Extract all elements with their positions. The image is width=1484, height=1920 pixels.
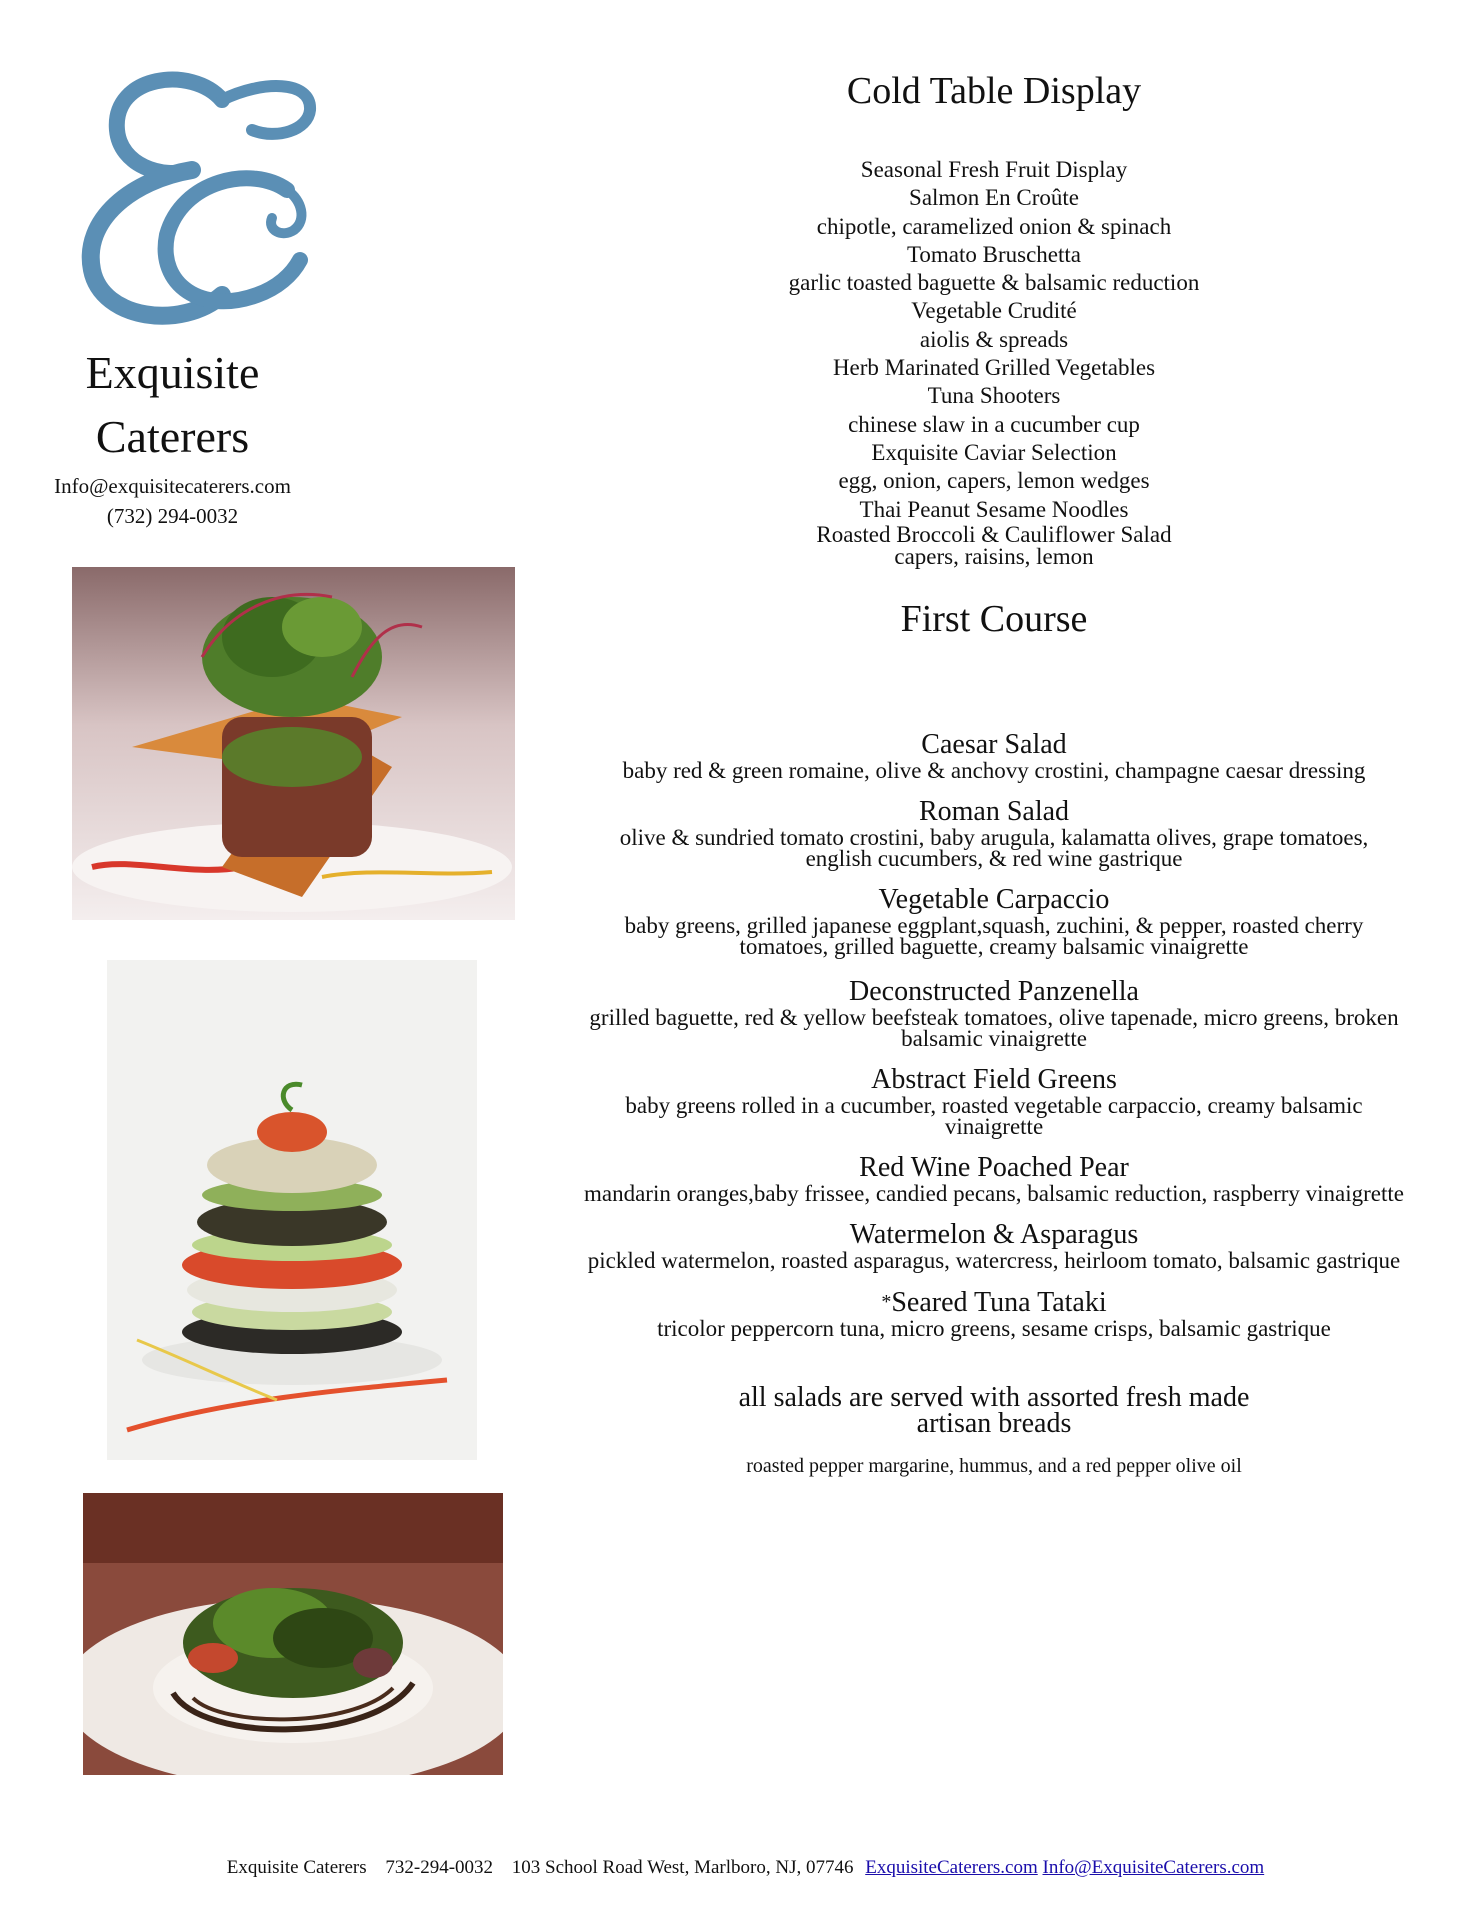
asterisk-mark: *	[881, 1291, 892, 1313]
list-item: aiolis & spreads	[919, 326, 1069, 352]
page-footer	[0, 1858, 1484, 1877]
list-item: Tuna Shooters	[927, 383, 1061, 409]
bread-note-line2: artisan breads	[916, 1408, 1072, 1439]
course-description: baby greens rolled in a cucumber, roasted vegetable carpaccio, creamy balsamic vinaigrette	[625, 1093, 1363, 1139]
course-name: Vegetable Carpaccio	[878, 884, 1110, 915]
list-item: egg, onion, capers, lemon wedges	[838, 468, 1150, 494]
course-item	[552, 1153, 1436, 1204]
list-item: capers, raisins, lemon	[894, 543, 1094, 569]
list-item: Roasted Broccoli & Cauliflower Salad	[816, 521, 1172, 547]
course-item	[552, 1065, 1436, 1137]
first-course-title: First Course	[900, 598, 1088, 640]
footer-phone: 732-294-0032	[385, 1857, 494, 1878]
list-item: Exquisite Caviar Selection	[871, 439, 1117, 465]
course-name: Roman Salad	[918, 796, 1070, 827]
course-description: baby red & green romaine, olive & anchovy crostini, champagne caesar dressing	[622, 758, 1366, 783]
cold-table-title: Cold Table Display	[846, 70, 1142, 112]
footer-address: 103 School Road West, Marlboro, NJ, 07746	[511, 1857, 854, 1878]
course-item	[552, 1287, 1436, 1339]
company-name-line1: Exquisite	[85, 347, 260, 398]
course-name: Abstract Field Greens	[871, 1064, 1117, 1095]
footer-company: Exquisite Caterers	[226, 1857, 367, 1878]
course-description: pickled watermelon, roasted asparagus, watercress, heirloom tomato, balsamic gastrique	[587, 1248, 1401, 1273]
contact-phone: (732) 294-0032	[106, 504, 239, 528]
course-item	[552, 885, 1436, 957]
course-name: Deconstructed Panzenella	[849, 976, 1139, 1007]
course-name	[552, 1287, 1436, 1318]
stacked-vegetable-tower-photo	[107, 960, 477, 1460]
course-item	[552, 797, 1436, 869]
ec-monogram-logo	[72, 70, 317, 335]
footer-email-link[interactable]: Info@ExquisiteCaterers.com	[1042, 1857, 1265, 1878]
bread-note-line1: all salads are served with assorted fresh made	[738, 1382, 1250, 1413]
course-name: Red Wine Poached Pear	[859, 1152, 1129, 1183]
list-item: Vegetable Crudité	[911, 298, 1077, 324]
list-item: Thai Peanut Sesame Noodles	[859, 496, 1129, 522]
list-item: Seasonal Fresh Fruit Display	[860, 157, 1128, 182]
list-item: Tomato Bruschetta	[906, 241, 1082, 267]
course-name: Caesar Salad	[921, 729, 1067, 760]
list-item: chinese slaw in a cucumber cup	[848, 411, 1140, 437]
list-item: Herb Marinated Grilled Vegetables	[832, 355, 1156, 381]
course-description: baby greens, grilled japanese eggplant,squash, zuchini, & pepper, roasted cherry tomatoes, grilled baguette, creamy balsamic vinaigrette	[624, 913, 1364, 959]
course-name: Watermelon & Asparagus	[849, 1219, 1139, 1250]
course-item	[552, 1220, 1436, 1271]
list-item: chipotle, caramelized onion & spinach	[816, 213, 1172, 239]
plated-greens-photo	[83, 1493, 503, 1775]
course-item	[552, 977, 1436, 1049]
course-description: olive & sundried tomato crostini, baby arugula, kalamatta olives, grape tomatoes, english cucumbers, & red wine gastrique	[619, 825, 1369, 871]
list-item: Salmon En Croûte	[909, 185, 1079, 211]
bread-note-sub: roasted pepper margarine, hummus, and a red pepper olive oil	[746, 1455, 1242, 1477]
course-description: tricolor peppercorn tuna, micro greens, sesame crisps, balsamic gastrique	[657, 1316, 1331, 1341]
contact-email[interactable]: Info@exquisitecaterers.com	[54, 474, 291, 498]
course-name-text: Seared Tuna Tataki	[891, 1287, 1107, 1318]
list-item: garlic toasted baguette & balsamic reduction	[788, 270, 1200, 296]
cold-table-list	[552, 156, 1436, 568]
company-name-line2: Caterers	[95, 411, 250, 462]
plated-salad-tower-photo	[72, 567, 515, 920]
course-item	[552, 730, 1436, 781]
course-description: grilled baguette, red & yellow beefsteak tomatoes, olive tapenade, micro greens, broken balsamic vinaigrette	[589, 1005, 1399, 1051]
footer-website-link[interactable]: ExquisiteCaterers.com	[865, 1857, 1038, 1878]
course-description: mandarin oranges,baby frissee, candied pecans, balsamic reduction, raspberry vinaigrette	[583, 1181, 1404, 1206]
bread-note	[552, 1382, 1436, 1439]
